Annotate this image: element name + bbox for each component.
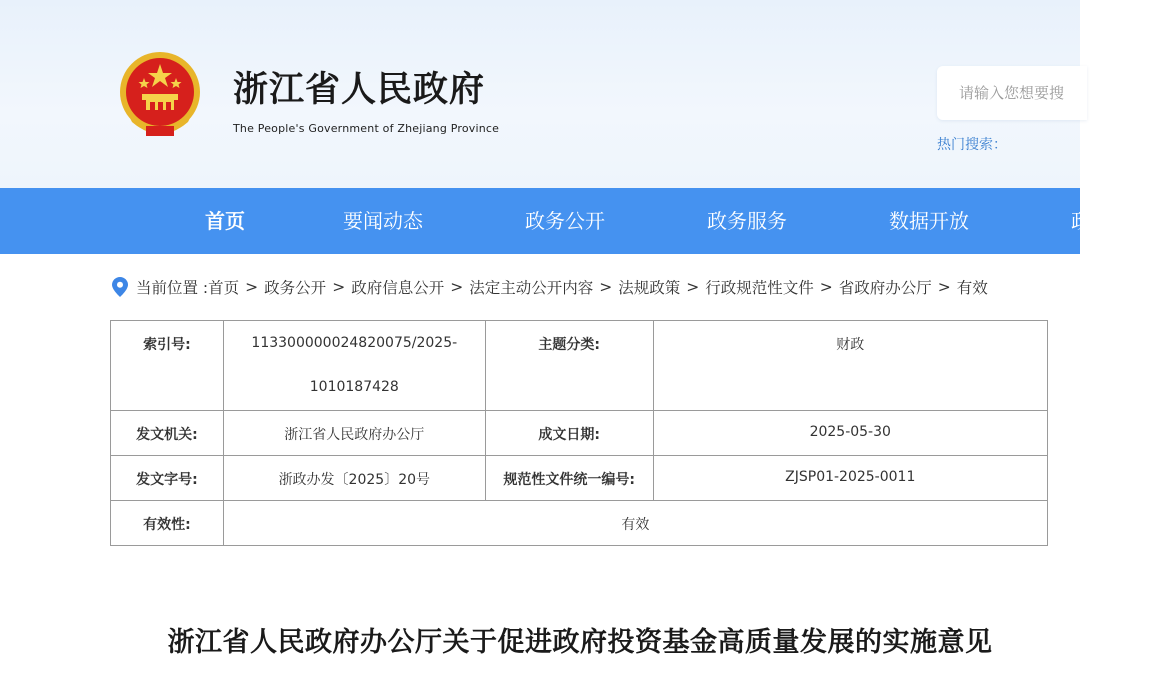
breadcrumb-separator: > — [819, 278, 833, 296]
site-header — [0, 0, 1080, 188]
issuing-authority-label: 发文机关: — [111, 411, 224, 456]
site-subtitle: The People's Government of Zhejiang Province — [233, 122, 500, 135]
breadcrumb-item-gov-affairs-public[interactable]: 政务公开 — [264, 279, 327, 297]
table-row — [111, 321, 1048, 411]
validity-label: 有效性: — [111, 501, 224, 546]
index-number-label: 索引号: — [111, 321, 224, 411]
written-date-label: 成文日期: — [485, 411, 653, 456]
breadcrumb-item-general-office[interactable]: 省政府办公厅 — [838, 279, 932, 297]
nav-item-truncated[interactable]: 政 — [1071, 209, 1091, 233]
index-number-line-2: 1010187428 — [309, 379, 399, 395]
search-input[interactable] — [959, 66, 1099, 120]
breadcrumb-separator: > — [599, 278, 613, 296]
breadcrumb-item-statutory-disclosure[interactable]: 法定主动公开内容 — [469, 279, 594, 297]
breadcrumb-item-valid[interactable]: 有效 — [956, 279, 988, 297]
nav-item-news[interactable]: 要闻动态 — [343, 209, 423, 233]
nav-item-gov-services[interactable]: 政务服务 — [707, 209, 787, 233]
document-title: 浙江省人民政府办公厅关于促进政府投资基金高质量发展的实施意见 — [167, 627, 993, 658]
issuing-authority-value: 浙江省人民政府办公厅 — [223, 411, 485, 456]
document-number-label: 发文字号: — [111, 456, 224, 501]
nav-item-open-data[interactable]: 数据开放 — [889, 209, 969, 233]
unified-code-label: 规范性文件统一编号: — [485, 456, 653, 501]
search-box — [937, 66, 1087, 120]
document-number-value: 浙政办发〔2025〕20号 — [223, 456, 485, 501]
topic-category-value: 财政 — [653, 321, 1047, 411]
site-title[interactable]: 浙江省人民政府 — [233, 69, 486, 110]
national-emblem-icon — [116, 50, 204, 140]
breadcrumb-item-home[interactable]: 首页 — [208, 279, 240, 297]
breadcrumb — [112, 276, 988, 298]
breadcrumb-separator: > — [245, 278, 259, 296]
table-row — [111, 411, 1048, 456]
nav-item-home[interactable]: 首页 — [205, 209, 245, 233]
unified-code-value: ZJSP01-2025-0011 — [653, 456, 1047, 501]
breadcrumb-prefix: 当前位置 : — [136, 279, 209, 297]
main-nav — [0, 188, 1091, 254]
index-number-line-1: 113300000024820075/2025- — [251, 335, 458, 351]
breadcrumb-separator: > — [332, 278, 346, 296]
validity-value: 有效 — [223, 501, 1047, 546]
topic-category-label: 主题分类: — [485, 321, 653, 411]
breadcrumb-item-regulations[interactable]: 法规政策 — [618, 279, 681, 297]
breadcrumb-separator: > — [450, 278, 464, 296]
nav-item-gov-affairs-public[interactable]: 政务公开 — [525, 209, 605, 233]
location-pin-icon — [112, 277, 128, 297]
breadcrumb-separator: > — [937, 278, 951, 296]
hot-search-label: 热门搜索： — [937, 137, 1007, 153]
document-metadata-table — [110, 320, 1048, 546]
breadcrumb-item-normative-docs[interactable]: 行政规范性文件 — [705, 279, 814, 297]
written-date-value: 2025-05-30 — [653, 411, 1047, 456]
table-row — [111, 501, 1048, 546]
table-row — [111, 456, 1048, 501]
breadcrumb-item-gov-info-public[interactable]: 政府信息公开 — [351, 279, 445, 297]
index-number-value — [223, 321, 485, 411]
breadcrumb-separator: > — [686, 278, 700, 296]
